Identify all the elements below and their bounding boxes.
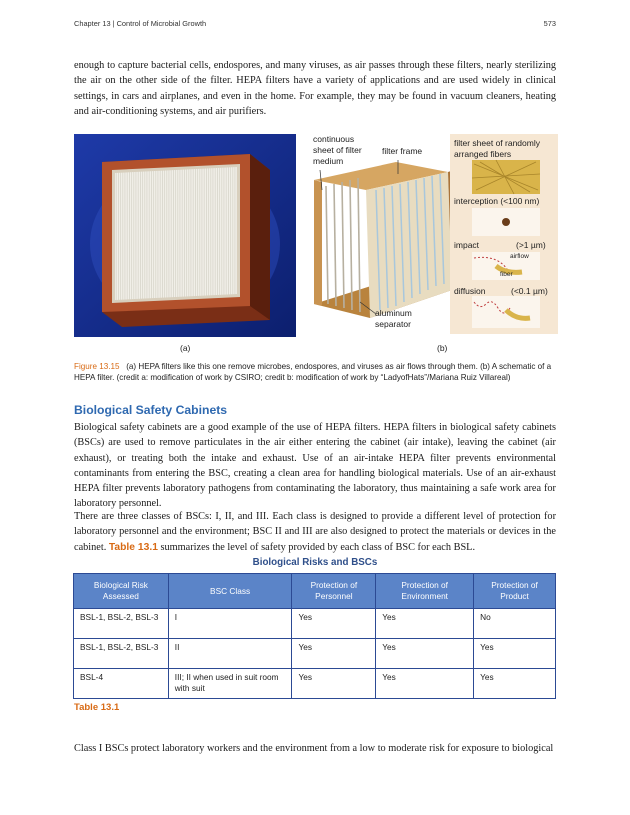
label-diffusion-size: (<0.1 µm)	[511, 286, 548, 296]
table-row	[74, 669, 556, 699]
label-filter-frame: filter frame	[382, 146, 423, 156]
table-cell: No	[474, 609, 556, 639]
section-heading: Biological Safety Cabinets	[74, 403, 228, 417]
table-cell: Yes	[474, 639, 556, 669]
chapter-title: Chapter 13 | Control of Microbial Growth	[74, 19, 207, 28]
table-cell: Yes	[474, 669, 556, 699]
table-reference-link[interactable]: Table 13.1	[108, 541, 158, 553]
label-interception: interception (<100 nm)	[454, 196, 540, 206]
hepa-filter-photo	[74, 134, 296, 337]
col-header-personnel: Protection of Personnel	[292, 574, 376, 609]
label-diffusion: diffusion	[454, 286, 486, 296]
table-cell: Yes	[376, 639, 474, 669]
panel-b-label: (b)	[437, 343, 448, 353]
classes-paragraph: There are three classes of BSCs: I, II, and III. Each class is designed to provide a different level of protection for laboratory personnel and the environment; BSC II and III are also designed to protect the materials or devices in the cabinet. Table 13.1 summarizes the level of safety provided by each class of BSC for each BSL.	[74, 511, 556, 553]
figure-caption	[74, 361, 556, 383]
label-filter-sheet-fibers: filter sheet of randomly arranged fibers	[454, 138, 540, 159]
col-header-risk: Biological Risk Assessed	[74, 574, 169, 609]
table-cell: Yes	[292, 669, 376, 699]
table-cell: Yes	[292, 609, 376, 639]
intro-paragraph: enough to capture bacterial cells, endospores, and many viruses, as air passes through these filters, nearly sterilizing the air on the other side of the filter. HEPA filters have a variety of applications and are used widely in clinical settings, in cars and airplanes, and even in the home. For example, they may be found in vacuum cleaners, heating and air-conditioning systems, and air purifiers.	[74, 60, 556, 117]
running-header	[74, 19, 556, 28]
caption-text: (a) HEPA filters like this one remove microbes, endospores, and viruses as air flows through them. (b) A schematic of a HEPA filter. (credit a: modification of work by CSIRO; credit b: modification of work by “LadyofHats”/Mariana Ruiz Villareal)	[74, 362, 552, 382]
table-row	[74, 639, 556, 669]
label-impact-size: (>1 µm)	[516, 240, 546, 250]
table-cell: I	[168, 609, 292, 639]
table-cell: Yes	[376, 669, 474, 699]
page-number: 573	[543, 19, 556, 28]
table-cell: BSL-1, BSL-2, BSL-3	[74, 639, 169, 669]
label-continuous-sheet: continuous sheet of filter medium	[313, 134, 362, 166]
table-label: Table 13.1	[74, 702, 120, 713]
table-cell: BSL-4	[74, 669, 169, 699]
label-aluminum-separator: aluminum separator	[375, 308, 412, 329]
bsc-table	[73, 573, 556, 699]
col-header-environment: Protection of Environment	[376, 574, 474, 609]
filter-body	[314, 162, 458, 318]
table-cell: Yes	[292, 639, 376, 669]
table-header-row	[74, 574, 556, 609]
label-impact: impact	[454, 240, 480, 250]
table-title: Biological Risks and BSCs	[252, 557, 378, 568]
closing-paragraph: Class I BSCs protect laboratory workers and the environment from a low to moderate risk for exposure to biological	[74, 743, 554, 754]
table-cell: II	[168, 639, 292, 669]
table-cell: BSL-1, BSL-2, BSL-3	[74, 609, 169, 639]
bsc-paragraph: Biological safety cabinets are a good example of the use of HEPA filters. HEPA filters in biological safety cabinets (BSCs) are used to remove particulates in the air either entering the cabinet (air intake), leaving the cabinet (air exhaust), or treating both the intake and exhaust. Use of an air-intake HEPA filter prevents environmental contaminants from entering the BSC, creating a clean area for handling biological materials. Use of an air-exhaust HEPA filter prevents laboratory pathogens from contaminating the laboratory, thus maintaining a safe work area for laboratory personnel.	[74, 422, 556, 510]
table-cell: III; II when used in suit room with suit	[168, 669, 292, 699]
table-row	[74, 609, 556, 639]
label-fiber: fiber	[500, 271, 513, 278]
col-header-product: Protection of Product	[474, 574, 556, 609]
panel-a-label: (a)	[180, 343, 191, 353]
figure-number: Figure 13.15	[74, 362, 120, 371]
label-airflow: airflow	[510, 253, 529, 260]
col-header-class: BSC Class	[168, 574, 292, 609]
table-cell: Yes	[376, 609, 474, 639]
